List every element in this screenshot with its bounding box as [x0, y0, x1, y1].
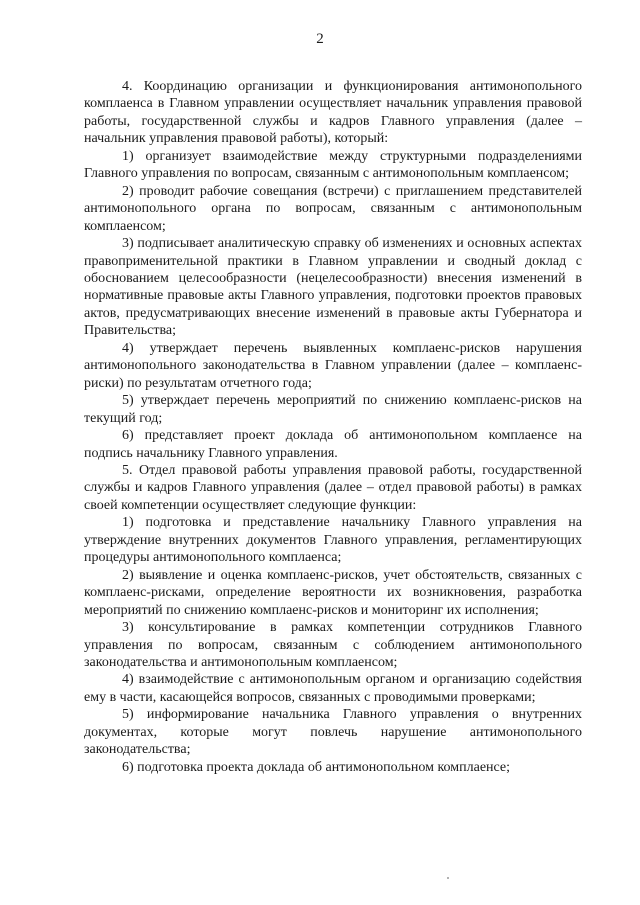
paragraph-5-item-6: 6) подготовка проекта доклада об антимонопольном комплаенсе; [122, 759, 511, 775]
paragraph-5: 5. Отдел правовой работы управления правовой работы, государственной службы и кадров Главного управления (далее – отдел правовой работы) в рамках своей компетенции осуществляет следующие функции: [84, 462, 582, 513]
paragraph-4-item-1: 1) организует взаимодействие между структурными подразделениями Главного управления по вопросам, связанным с антимонопольным комплаенсом; [84, 148, 582, 182]
scan-speck [447, 877, 449, 879]
paragraph-4-item-4: 4) утверждает перечень выявленных комплаенс-рисков нарушения антимонопольного законодательства в Главном управлении (далее – комплаенс-риски) по результатам отчетного года; [84, 340, 582, 391]
paragraph-5-item-3: 3) консультирование в рамках компетенции сотрудников Главного управления по вопросам, связанным с соблюдением антимонопольного законодательства и антимонопольным комплаенсом; [84, 620, 582, 670]
document-body [84, 78, 582, 776]
page-number: 2 [316, 31, 324, 47]
paragraph-4-item-5: 5) утверждает перечень мероприятий по снижению комплаенс-рисков на текущий год; [84, 393, 582, 426]
paragraph-5-item-5: 5) информирование начальника Главного управления о внутренних документах, которые могут повлечь нарушение антимонопольного законодательства; [84, 707, 582, 758]
paragraph-5-item-1: 1) подготовка и представление начальнику Главного управления на утверждение внутренних документов Главного управления, регламентирующих процедуры антимонопольного комплаенса; [84, 515, 582, 566]
paragraph-4-item-3: 3) подписывает аналитическую справку об изменениях и основных аспектах правоприменительной практики в Главном управлении и сводный доклад с обоснованием целесообразности (нецелесообразности) внесения изменений в нормативные правовые акты Главного управления, подготовки проектов правовых актов, предусматривающих внесение изменений в правовые акты Губернатора и Правительства; [84, 236, 582, 339]
paragraph-4-item-6: 6) представляет проект доклада об антимонопольном комплаенсе на подпись начальнику Главного управления. [84, 428, 582, 461]
paragraph-4-item-2: 2) проводит рабочие совещания (встречи) с приглашением представителей антимонопольного органа по вопросам, связанным с антимонопольным комплаенсом; [84, 183, 582, 234]
paragraph-5-item-2: 2) выявление и оценка комплаенс-рисков, учет обстоятельств, связанных с комплаенс-рисками, определение вероятности их возникновения, разработка мероприятий по снижению комплаенс-рисков и мониторинг их исполнения; [84, 567, 582, 618]
paragraph-4: 4. Координацию организации и функционирования антимонопольного комплаенса в Главном управлении осуществляет начальник управления правовой работы, государственной службы и кадров Главного управления (далее – начальник управления правовой работы), который: [84, 79, 582, 147]
paragraph-5-item-4: 4) взаимодействие с антимонопольным органом и организацию содействия ему в части, касающейся вопросов, связанных с проводимыми проверками; [84, 672, 582, 705]
